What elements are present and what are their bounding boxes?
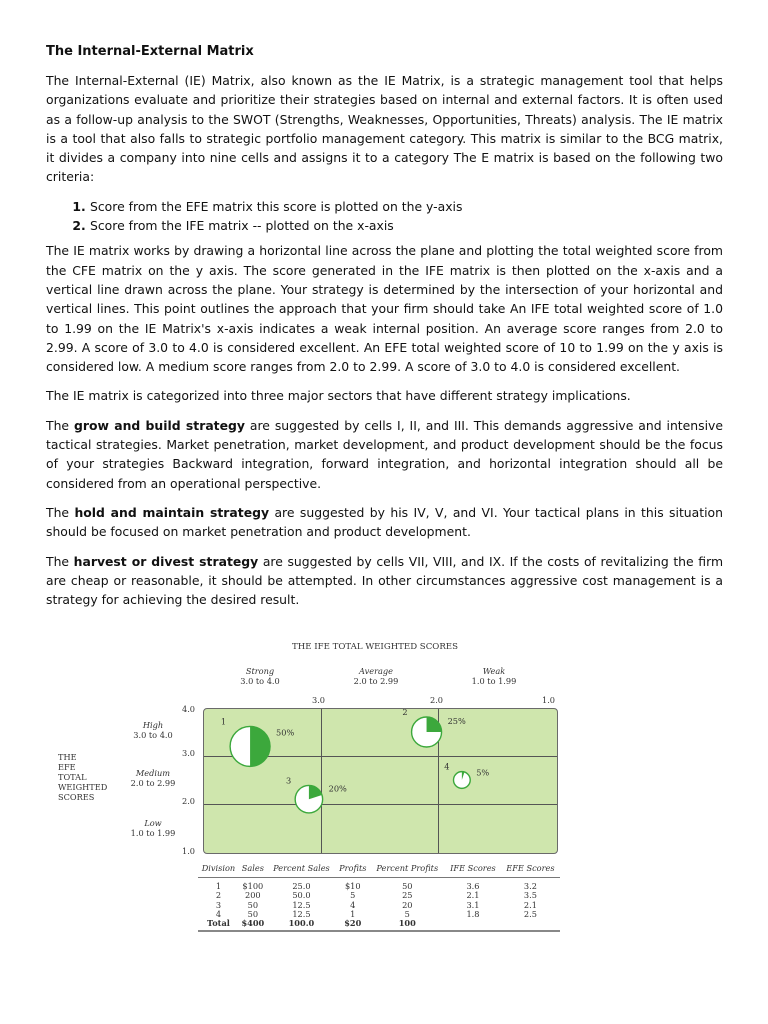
table-cell: 1 xyxy=(215,881,222,891)
y-axis-title: THE EFE TOTAL WEIGHTED SCORES xyxy=(58,752,108,802)
page-title: The Internal-External Matrix xyxy=(46,44,254,59)
grow-paragraph: The grow and build strategy are suggested by cells I, II, and III. This demands aggressive and intensive tactical strategies. Market penetration, market development, and product development should be the focus of your strategies Backward integration, forward integration, and horizontal integration should all be considered from an operational perspective. xyxy=(46,417,723,491)
profit-share-slice xyxy=(427,717,442,732)
table-cell: 1 xyxy=(350,908,356,919)
criteria-list xyxy=(46,197,723,236)
table-header-cell: EFE Scores xyxy=(501,861,560,878)
y-tick: 4.0 xyxy=(182,704,196,714)
sectors-paragraph: The IE matrix is categorized into three major sectors that have different strategy implications. xyxy=(46,388,631,404)
table-body xyxy=(198,878,560,932)
table-cell: 20 xyxy=(402,899,413,910)
table-cell: 12.5 xyxy=(292,908,311,919)
y-tick: 3.0 xyxy=(182,748,196,758)
table-cell: $100 xyxy=(242,881,264,891)
table-cell: 50 xyxy=(247,899,259,910)
profit-share-label: 20% xyxy=(328,783,347,794)
criteria-item: 2. Score from the IFE matrix -- plotted on the x-axis xyxy=(90,216,723,235)
table-cell: Total xyxy=(198,919,239,931)
intro-paragraph: The Internal-External (IE) Matrix, also known as the IE Matrix, is a strategic management tool that helps organizations evaluate and prioritize their strategies based on internal and external factors. It is often used as a follow-up analysis to the SWOT (Strengths, Weaknesses, Opportunities, Threats) analysis. The IE matrix is a tool that also falls to strategic portfolio management category. This matrix is similar to the BCG matrix, it divides a company into nine cells and assigns it to a category The E matrix is based on the following two criteria: xyxy=(46,73,723,185)
table-cell: 2.1 xyxy=(466,890,480,901)
x-header-strong: Strong 3.0 to 4.0 xyxy=(240,666,280,686)
table-header-cell: Division xyxy=(198,861,239,878)
figure-title: THE IFE TOTAL WEIGHTED SCORES xyxy=(292,642,458,652)
ie-matrix-plot xyxy=(203,708,558,854)
table-cell: $400 xyxy=(239,919,267,931)
division-point-3 xyxy=(286,775,347,812)
y-header-high: High 3.0 to 4.0 xyxy=(133,720,173,740)
division-point-1 xyxy=(221,716,295,766)
works-paragraph: The IE matrix works by drawing a horizontal line across the plane and plotting the total weighted score from the CFE matrix on the y axis. The score generated in the IFE matrix is then plotted on the x-axis and a vertical line drawn across the plane. Your strategy is determined by the intersection of your horizontal and vertical lines. This point outlines the approach that your firm should take An IFE total weighted score of 1.0 to 1.99 on the IE Matrix's x-axis indicates a weak internal position. An average score ranges from 2.0 to 2.99. A score of 3.0 to 4.0 is considered excellent. An EFE total weighted score of 10 to 1.99 on the y axis is considered low. A medium score ranges from 2.0 to 2.99. A score of 3.0 to 4.0 is considered excellent. xyxy=(46,243,723,375)
harvest-paragraph: The harvest or divest strategy are suggested by cells VII, VIII, and IX. If the costs of revitalizing the firm are cheap or reasonable, it should be attempted. In other circumstances aggressive cost management is a strategy for achieving the desired result. xyxy=(46,553,724,608)
table-header-cell: Percent Sales xyxy=(267,861,336,878)
table-cell: 4 xyxy=(350,899,356,910)
table-cell: 100.0 xyxy=(267,919,336,931)
y-tick: 2.0 xyxy=(182,796,196,806)
document xyxy=(46,44,723,619)
table-header-cell: Sales xyxy=(239,861,267,878)
criteria-item: 1. Score from the EFE matrix this score is plotted on the y-axis xyxy=(90,197,723,216)
division-table xyxy=(198,861,560,932)
table-row xyxy=(198,878,560,892)
y-header-low: Low 1.0 to 1.99 xyxy=(130,818,176,838)
x-tick: 3.0 xyxy=(312,695,326,705)
profit-share-label: 5% xyxy=(476,767,490,778)
table-cell: 1.8 xyxy=(466,908,480,919)
table-cell: 200 xyxy=(245,890,261,901)
profit-share-label: 25% xyxy=(447,715,466,726)
hold-paragraph: The hold and maintain strategy are suggested by his IV, V, and VI. Your tactical plans in this situation should be focused on market penetration and product development. xyxy=(46,504,723,540)
table-cell: 50 xyxy=(402,881,413,891)
division-number-label: 3 xyxy=(285,775,292,786)
table-cell xyxy=(445,919,501,931)
table-cell: 25.0 xyxy=(292,881,311,891)
table-cell: 2.1 xyxy=(523,899,537,910)
x-tick: 1.0 xyxy=(542,695,556,705)
profit-share-slice xyxy=(250,726,270,766)
division-point-2 xyxy=(402,708,466,747)
y-tick: 1.0 xyxy=(182,846,196,856)
division-number-label: 1 xyxy=(220,716,227,727)
table-header-cell: Profits xyxy=(336,861,369,878)
table-cell: 3 xyxy=(215,899,222,910)
table-cell: 3.2 xyxy=(523,881,537,891)
x-header-weak: Weak 1.0 to 1.99 xyxy=(471,666,517,686)
table-cell: $10 xyxy=(344,881,361,891)
table-cell xyxy=(501,919,560,931)
table-cell: 3.5 xyxy=(523,890,537,901)
table-header-cell: Percent Profits xyxy=(369,861,445,878)
table-cell: 3.6 xyxy=(466,881,480,891)
table-cell: 3.1 xyxy=(466,899,480,910)
table-header-cell: IFE Scores xyxy=(445,861,501,878)
division-number-label: 2 xyxy=(402,708,408,717)
table-cell: 25 xyxy=(402,890,413,901)
table-cell: 4 xyxy=(215,908,222,919)
table-cell: 100 xyxy=(369,919,445,931)
x-header-average: Average 2.0 to 2.99 xyxy=(353,666,399,686)
table-total-row xyxy=(198,919,560,931)
ie-matrix-figure xyxy=(50,638,570,958)
division-point-4 xyxy=(444,762,489,789)
y-header-medium: Medium 2.0 to 2.99 xyxy=(130,768,176,788)
table-cell: 2.5 xyxy=(523,908,537,919)
table-cell: 12.5 xyxy=(292,899,311,910)
table-cell: 50 xyxy=(247,908,259,919)
table-cell: 5 xyxy=(350,890,356,901)
x-tick: 2.0 xyxy=(430,695,444,705)
profit-share-label: 50% xyxy=(276,727,295,738)
table-header-row xyxy=(198,861,560,878)
table-cell: 50.0 xyxy=(292,890,311,901)
division-number-label: 4 xyxy=(444,761,450,772)
table-cell: 5 xyxy=(404,908,410,919)
table-cell: 2 xyxy=(215,890,222,901)
table-cell: $20 xyxy=(336,919,369,931)
